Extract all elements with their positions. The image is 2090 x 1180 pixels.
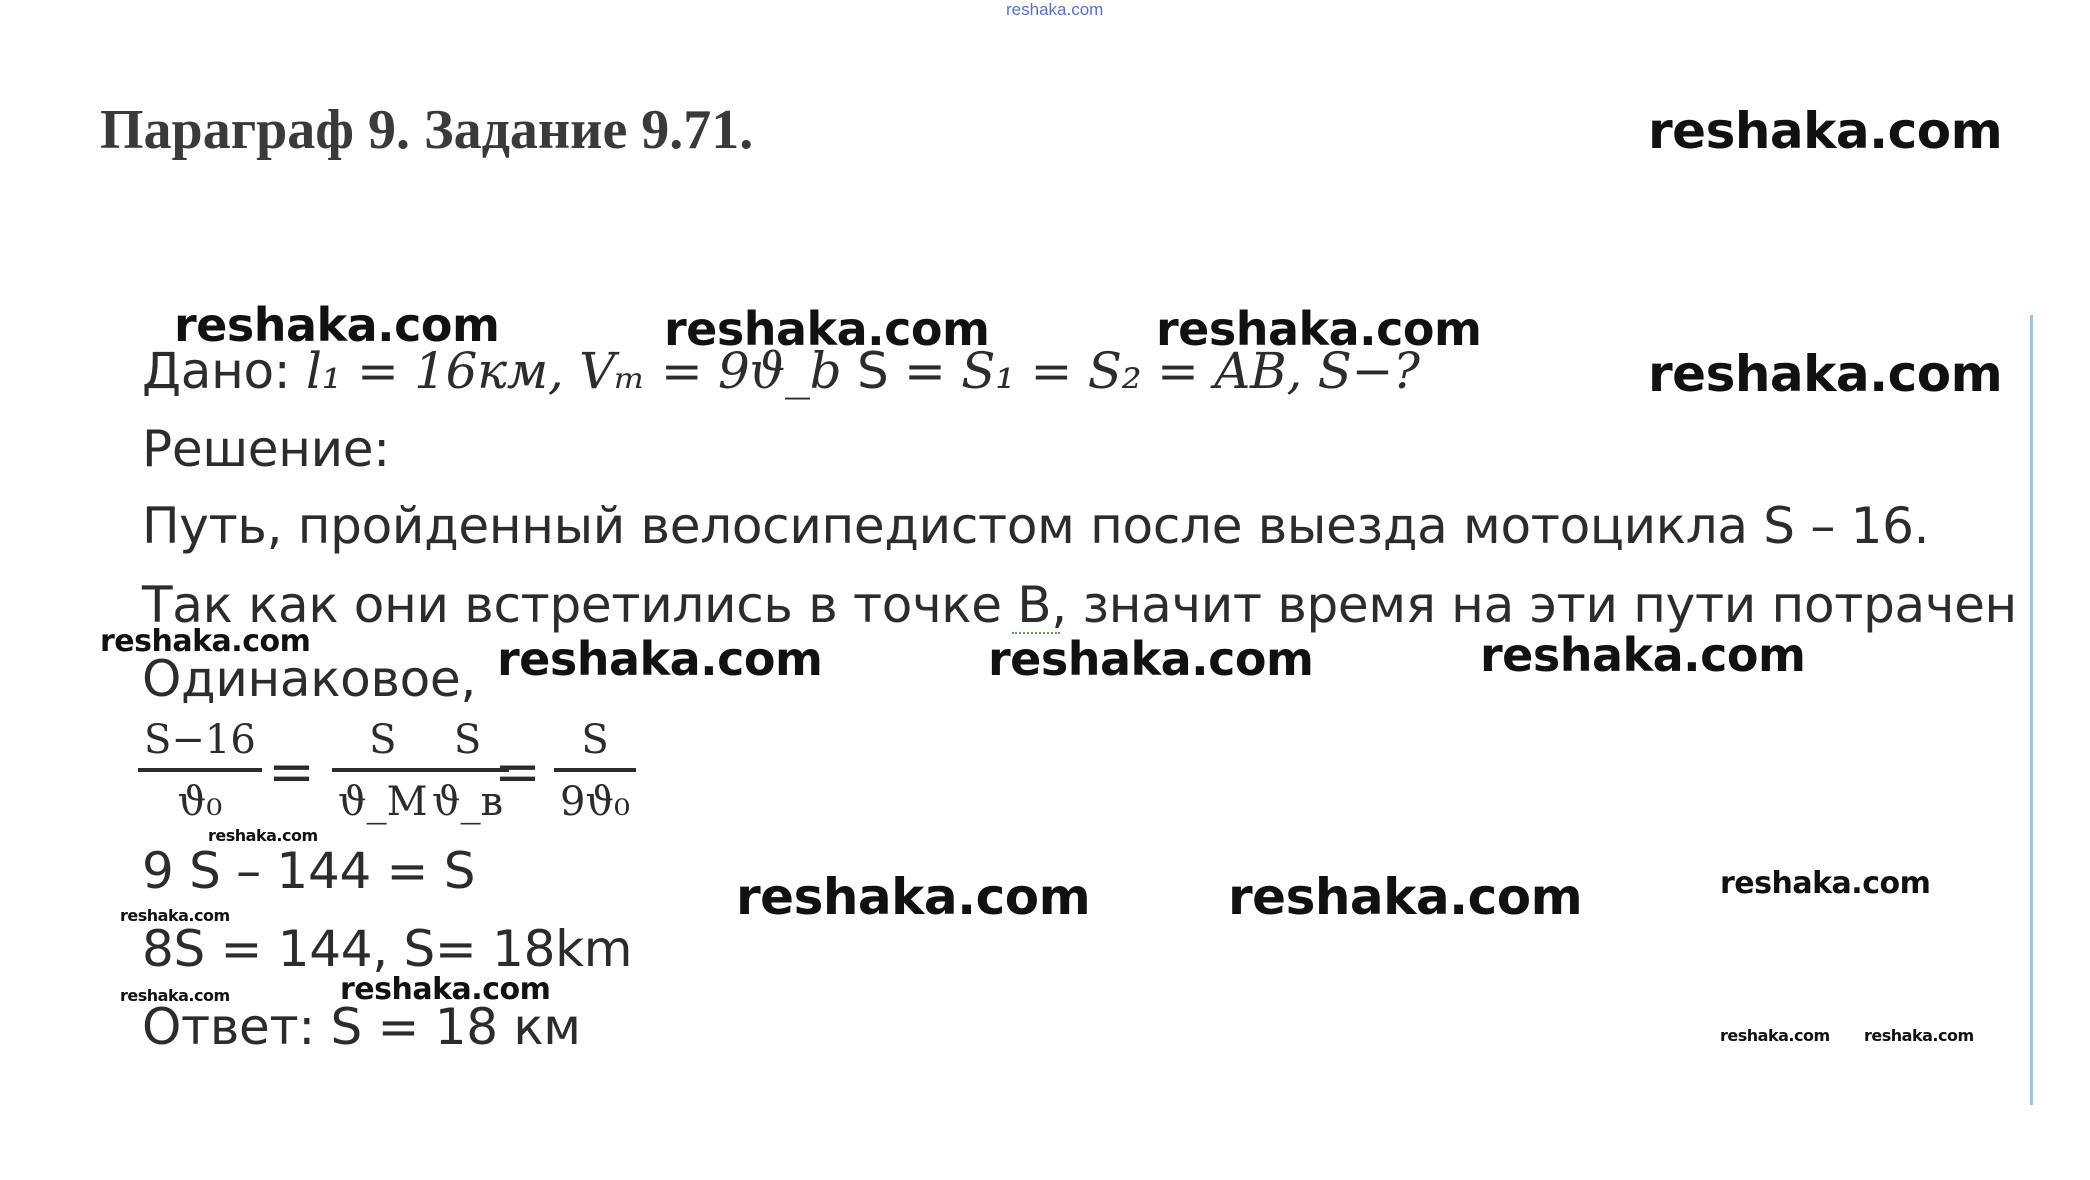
fraction-4-numerator: S bbox=[581, 717, 609, 763]
watermark: reshaka.com bbox=[1156, 302, 1482, 356]
answer-line: Ответ: S = 18 км bbox=[142, 998, 581, 1056]
watermark: reshaka.com bbox=[1864, 1026, 1974, 1045]
solution-line-1: Путь, пройденный велосипедистом после выезда мотоцикла S – 16. bbox=[142, 497, 1930, 555]
fraction-3-numerator: S bbox=[453, 717, 482, 763]
fraction-2 bbox=[332, 712, 434, 832]
solution-label: Решение: bbox=[142, 420, 390, 478]
fraction-1-numerator: S−16 bbox=[144, 717, 256, 763]
given-math-2: S₁ = S₂ = AB, S−? bbox=[961, 342, 1420, 400]
solution-line-4: 9 S – 144 = S bbox=[142, 842, 476, 900]
fraction-2-numerator: S bbox=[369, 717, 397, 763]
given-math: l₁ = 16км, Vₘ = 9ϑ_b bbox=[305, 342, 842, 400]
watermark: reshaka.com bbox=[120, 986, 230, 1005]
fraction-3-denominator: ϑ_в bbox=[432, 779, 504, 825]
given-prefix: Дано: bbox=[142, 342, 306, 400]
watermark: reshaka.com bbox=[1648, 345, 2003, 403]
fraction-1 bbox=[138, 712, 262, 832]
watermark: reshaka.com bbox=[497, 632, 823, 686]
watermark: reshaka.com bbox=[340, 972, 551, 1007]
watermark: reshaka.com bbox=[988, 632, 1314, 686]
watermark: reshaka.com bbox=[1720, 866, 1931, 901]
site-mark-top: reshaka.com bbox=[1006, 0, 1104, 19]
solution-line-3: Одинаковое, bbox=[142, 650, 476, 708]
watermark: reshaka.com bbox=[100, 624, 311, 659]
fraction-4 bbox=[554, 712, 636, 832]
given-mid: S = bbox=[841, 342, 962, 400]
watermark: reshaka.com bbox=[1480, 628, 1806, 682]
watermark: reshaka.com bbox=[174, 298, 500, 352]
fraction-1-denominator: ϑ₀ bbox=[177, 779, 223, 825]
equals-sign-2: = bbox=[494, 740, 541, 805]
watermark: reshaka.com bbox=[1720, 1026, 1830, 1045]
watermark: reshaka.com bbox=[1648, 102, 2003, 160]
page-title: Параграф 9. Задание 9.71. bbox=[100, 99, 754, 161]
solution-line-5: 8S = 144, S= 18km bbox=[142, 920, 633, 978]
watermark: reshaka.com bbox=[120, 906, 230, 925]
watermark: reshaka.com bbox=[1228, 868, 1583, 926]
watermark: reshaka.com bbox=[664, 302, 990, 356]
fraction-2-denominator: ϑ_M bbox=[338, 779, 428, 825]
watermark: reshaka.com bbox=[736, 868, 1091, 926]
right-border-line bbox=[2030, 315, 2033, 1105]
watermark: reshaka.com bbox=[208, 826, 318, 845]
solution-line-2: Так как они встретились в точке В, значит время на эти пути потрачен bbox=[142, 576, 2017, 634]
fraction-4-denominator: 9ϑ₀ bbox=[560, 779, 631, 825]
equals-sign-1: = bbox=[268, 740, 315, 805]
